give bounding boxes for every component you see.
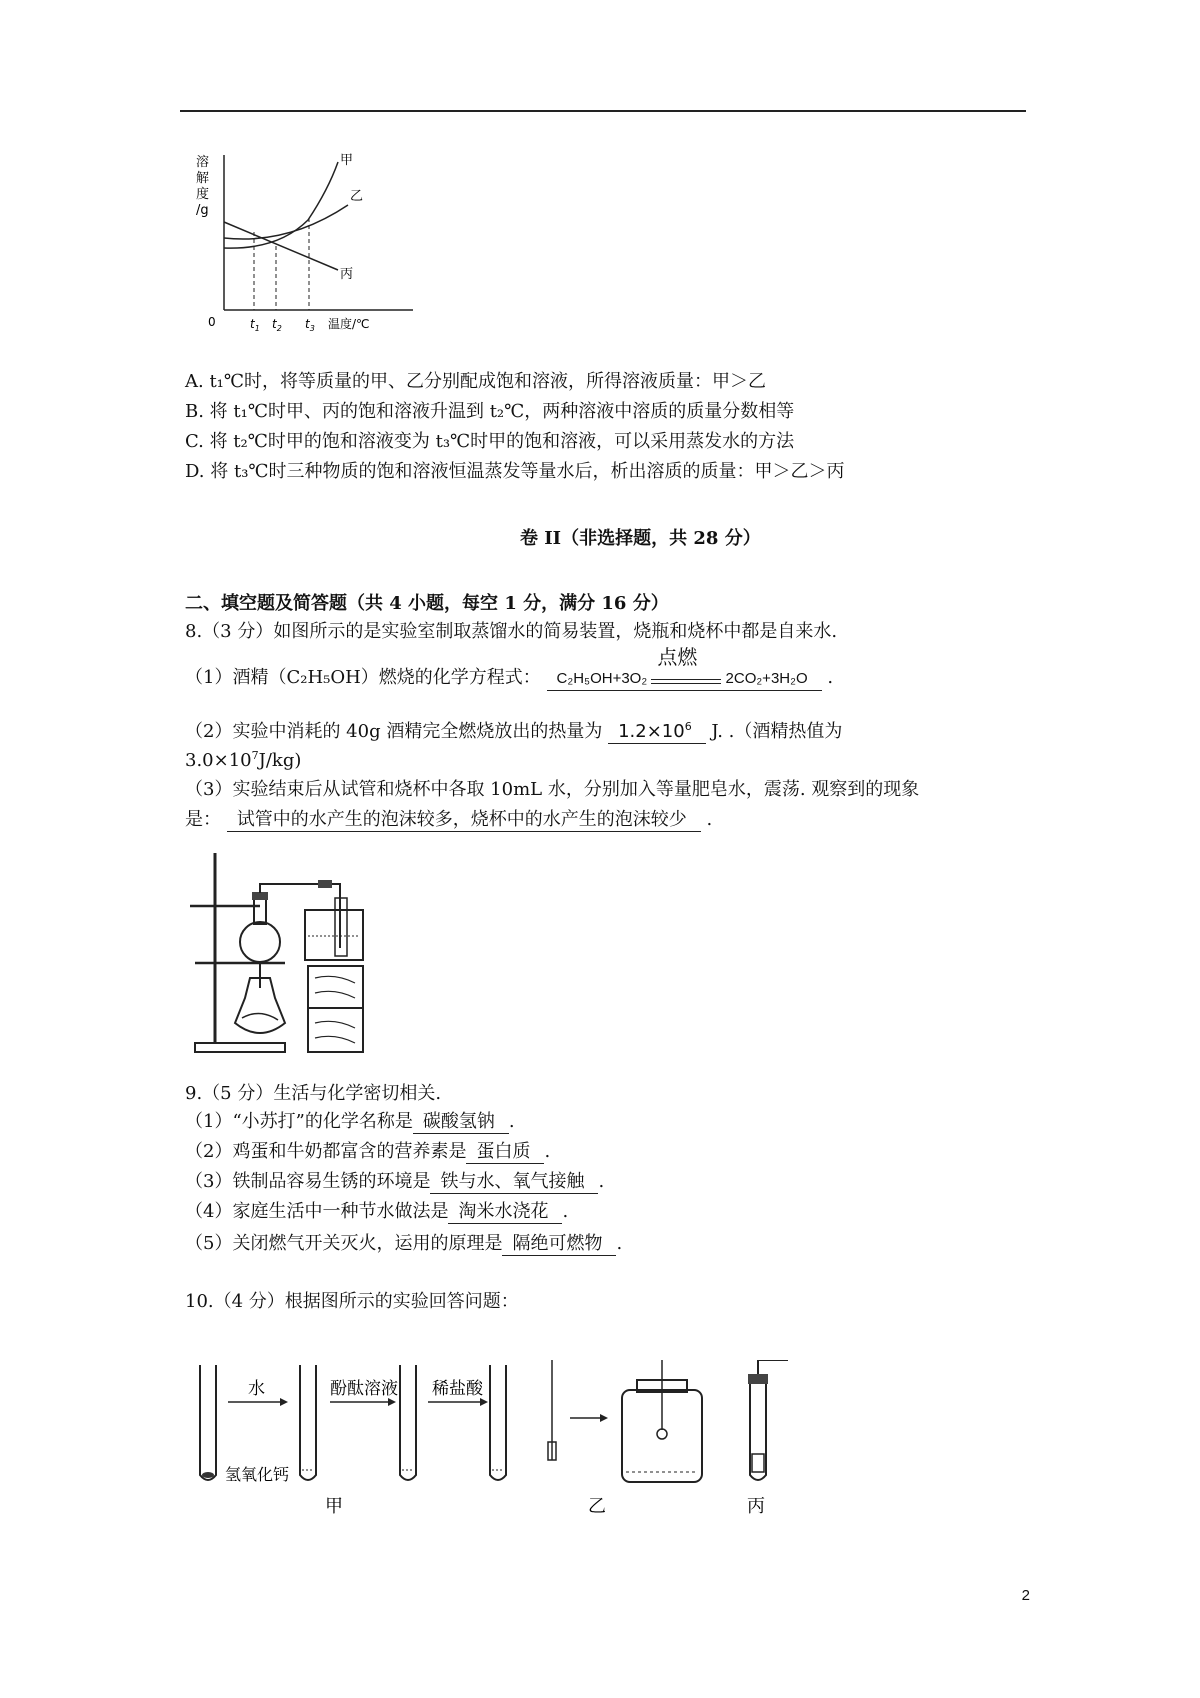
series-yi-curve bbox=[224, 205, 348, 239]
q8-part2-prefix: （2）实验中消耗的 40g 酒精完全燃烧放出的热量为 bbox=[185, 721, 603, 742]
label-yi: 乙 bbox=[588, 1496, 606, 1517]
series-bing-curve bbox=[224, 222, 338, 270]
q9-item-2: （2）鸡蛋和牛奶都富含的营养素是 蛋白质 . bbox=[185, 1141, 551, 1162]
distillation-apparatus-figure bbox=[190, 848, 380, 1058]
section-title: 二、填空题及简答题（共 4 小题，每空 1 分，满分 16 分） bbox=[185, 593, 669, 614]
x-axis-label: 温度/℃ bbox=[328, 317, 370, 331]
header-rule bbox=[180, 110, 1026, 112]
q8-part1 bbox=[185, 645, 834, 691]
origin-label: 0 bbox=[208, 315, 216, 329]
q8-stem: 8.（3 分）如图所示的是实验室制取蒸馏水的简易装置，烧瓶和烧杯中都是自来水. bbox=[185, 621, 838, 642]
label-jia: 甲 bbox=[325, 1496, 343, 1517]
q9-item-4: （4）家庭生活中一种节水做法是 淘米水浇花 . bbox=[185, 1201, 569, 1222]
tick-t1: $t_1$ bbox=[250, 317, 260, 333]
tick-t3: $t_3$ bbox=[305, 317, 315, 333]
experiment-figure bbox=[190, 1360, 910, 1520]
q9-answer-1: 碳酸氢钠 bbox=[413, 1111, 509, 1134]
y-axis-label-1: 溶 bbox=[196, 155, 210, 170]
volume-title: 卷 II（非选择题，共 28 分） bbox=[520, 528, 761, 549]
label-calcium-hydroxide: 氢氧化钙 bbox=[225, 1465, 290, 1484]
q8-part2 bbox=[185, 716, 842, 744]
series-yi-label: 乙 bbox=[350, 189, 364, 204]
q9-answer-4: 淘米水浇花 bbox=[448, 1201, 562, 1224]
page-number: 2 bbox=[1021, 1587, 1030, 1604]
q8-part2-answer: $1.2\times 10^6$ bbox=[608, 716, 706, 744]
q8-part1-answer bbox=[547, 645, 822, 691]
q8-part3-suffix: . bbox=[706, 809, 713, 830]
q9-item-3: （3）铁制品容易生锈的环境是 铁与水、氧气接触 . bbox=[185, 1171, 605, 1192]
label-water: 水 bbox=[248, 1379, 265, 1399]
option-d: D. 将 t₃℃时三种物质的饱和溶液恒温蒸发等量水后，析出溶质的质量：甲＞乙＞丙 bbox=[185, 461, 845, 482]
series-jia-label: 甲 bbox=[340, 153, 354, 168]
solubility-chart bbox=[188, 150, 418, 335]
option-b: B. 将 t₁℃时甲、丙的饱和溶液升温到 t₂℃，两种溶液中溶质的质量分数相等 bbox=[185, 401, 795, 422]
y-axis-label-3: 度 bbox=[196, 187, 210, 202]
y-axis-label-2: 解 bbox=[196, 171, 210, 186]
q9-item-5: （5）关闭燃气开关灭火，运用的原理是 隔绝可燃物 . bbox=[185, 1233, 623, 1254]
option-c: C. 将 t₂℃时甲的饱和溶液变为 t₃℃时甲的饱和溶液，可以采用蒸发水的方法 bbox=[185, 431, 795, 452]
tick-t2: $t_2$ bbox=[272, 317, 282, 333]
label-hydrochloric-acid: 稀盐酸 bbox=[432, 1379, 483, 1399]
y-axis-label-4: /g bbox=[196, 203, 209, 218]
q8-part1-suffix: . bbox=[827, 667, 834, 688]
series-bing-label: 丙 bbox=[340, 267, 354, 282]
q9-stem: 9.（5 分）生活与化学密切相关. bbox=[185, 1083, 442, 1104]
q8-part3-line1: （3）实验结束后从试管和烧杯中各取 10mL 水，分别加入等量肥皂水，震荡. 观察到的现象 bbox=[185, 779, 920, 800]
q9-answer-5: 隔绝可燃物 bbox=[502, 1233, 616, 1256]
q8-part1-prefix: （1）酒精（C₂H₅OH）燃烧的化学方程式： bbox=[185, 667, 541, 688]
q8-part2-suffix: J. .（酒精热值为 bbox=[711, 721, 843, 742]
reaction-arrow bbox=[651, 645, 721, 690]
q8-part3-prefix: 是： bbox=[185, 809, 221, 830]
q8-part3-line2 bbox=[185, 808, 712, 832]
q9-answer-3: 铁与水、氧气接触 bbox=[430, 1171, 598, 1194]
q8-part2-line2: $3.0\times 10^7J/kg$) bbox=[185, 749, 302, 771]
q9-item-1: （1）“小苏打”的化学名称是 碳酸氢钠 . bbox=[185, 1111, 515, 1132]
label-bing: 丙 bbox=[747, 1496, 765, 1517]
equation-left: C₂H₅OH+3O₂ bbox=[556, 670, 648, 687]
q10-stem: 10.（4 分）根据图所示的实验回答问题： bbox=[185, 1291, 519, 1312]
label-phenolphthalein: 酚酞溶液 bbox=[330, 1379, 398, 1399]
equation-right: 2CO₂+3H₂O bbox=[725, 670, 808, 687]
q9-answer-2: 蛋白质 bbox=[466, 1141, 544, 1164]
q8-part3-answer: 试管中的水产生的泡沫较多，烧杯中的水产生的泡沫较少 bbox=[227, 809, 701, 832]
option-a: A. t₁℃时，将等质量的甲、乙分别配成饱和溶液，所得溶液质量：甲＞乙 bbox=[185, 371, 767, 392]
reaction-condition: 点燃 bbox=[657, 645, 698, 669]
